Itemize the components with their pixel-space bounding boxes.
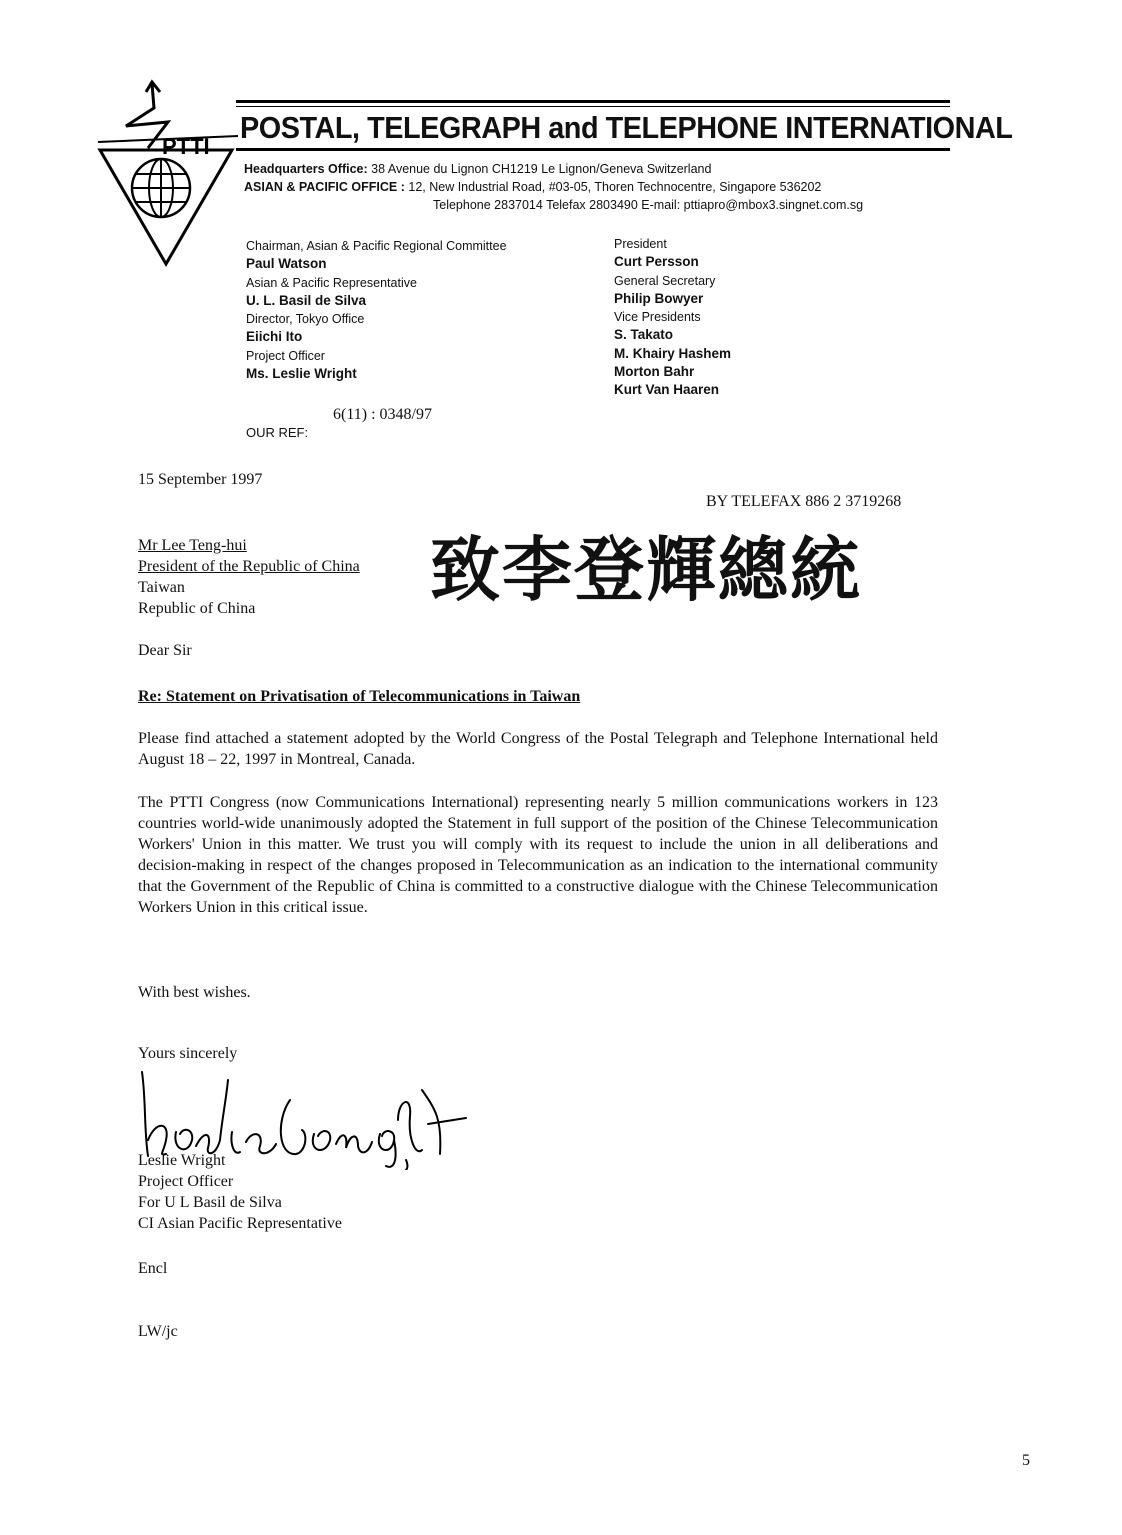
reference-initials: LW/jc xyxy=(138,1323,178,1340)
ap-label: ASIAN & PACIFIC OFFICE : xyxy=(244,180,405,194)
vice-president-name: S. Takato xyxy=(614,327,674,343)
header-rule-top xyxy=(236,100,950,103)
letter-date: 15 September 1997 xyxy=(138,471,263,488)
header-rule-top-thin xyxy=(236,106,950,107)
vice-president-name: Morton Bahr xyxy=(614,364,695,380)
contact-line: Telephone 2837014 Telefax 2803490 E-mail: pttiapro@mbox3.singnet.com.sg xyxy=(433,198,864,212)
ap-address: 12, New Industrial Road, #03-05, Thoren Technocentre, Singapore 536202 xyxy=(408,180,822,194)
reference-number: 6(11) : 0348/97 xyxy=(333,406,432,423)
signatory-name: Leslie Wright xyxy=(138,1152,226,1169)
recipient-address xyxy=(138,535,360,619)
vice-presidents-title: Vice Presidents xyxy=(614,310,701,325)
officer-name: Paul Watson xyxy=(246,256,327,272)
enclosure-note: Encl xyxy=(138,1260,168,1277)
officer-name: Eiichi Ito xyxy=(246,329,303,345)
signatory-line: CI Asian Pacific Representative xyxy=(138,1215,342,1232)
fax-line: BY TELEFAX 886 2 3719268 xyxy=(706,493,902,510)
body-paragraph: The PTTI Congress (now Communications International) representing nearly 5 million communications workers in 123 countries world-wide unanimously adopted the Statement in full support of the position of the Chinese Telecommunication Workers' Union in this matter. We trust you will comply with its request to include the union in all deliberations and decision-making in respect of the changes proposed in Telecommunication as an indication to the international community that the Government of the Republic of China is committed to a constructive dialogue with the Chinese Telecommunication Workers Union in this critical issue. xyxy=(138,794,938,916)
logo-text: PTTI xyxy=(162,134,210,159)
secretary-name: Philip Bowyer xyxy=(614,290,704,306)
vice-president-name: Kurt Van Haaren xyxy=(614,382,720,398)
president-name: Curt Persson xyxy=(614,254,699,270)
officers-right-column xyxy=(614,235,731,400)
subject-line: Re: Statement on Privatisation of Telecommunications in Taiwan xyxy=(138,688,581,705)
signatory-block xyxy=(138,1150,342,1234)
page-number: 5 xyxy=(1022,1452,1030,1469)
hq-label: Headquarters Office: xyxy=(244,162,368,176)
president-title: President xyxy=(614,237,667,251)
secretary-title: General Secretary xyxy=(614,273,716,288)
signatory-title: Project Officer xyxy=(138,1173,234,1190)
officer-name: U. L. Basil de Silva xyxy=(246,292,367,308)
officer-title: Asian & Pacific Representative xyxy=(246,275,417,290)
chinese-addressee-title: 致李登輝總統 xyxy=(430,529,862,611)
body-paragraph: Please find attached a statement adopted by the World Congress of the Postal Telegraph and Telephone International held August 18 – 22, 1997 in Montreal, Canada. xyxy=(138,730,938,768)
closing: With best wishes. xyxy=(138,984,251,1001)
recipient-name: Mr Lee Teng-hui xyxy=(138,537,247,554)
officer-title: Project Officer xyxy=(246,348,325,363)
headquarters-address-line xyxy=(244,162,711,176)
salutation: Dear Sir xyxy=(138,642,192,659)
officer-title: Chairman, Asian & Pacific Regional Committee xyxy=(246,239,507,253)
ptti-logo xyxy=(88,78,238,268)
organization-name: POSTAL, TELEGRAPH and TELEPHONE INTERNATIONAL xyxy=(240,110,1013,145)
header-rule-bottom xyxy=(236,148,950,151)
officer-name: Ms. Leslie Wright xyxy=(246,366,357,382)
vice-president-name: M. Khairy Hashem xyxy=(614,345,732,361)
asia-pacific-address-line xyxy=(244,180,821,194)
signatory-line: For U L Basil de Silva xyxy=(138,1194,282,1211)
reference-label: OUR REF: xyxy=(246,425,309,440)
recipient-line: Taiwan xyxy=(138,579,185,596)
hq-address: 38 Avenue du Lignon CH1219 Le Lignon/Geneva Switzerland xyxy=(371,162,712,176)
recipient-title: President of the Republic of China xyxy=(138,558,360,575)
recipient-line: Republic of China xyxy=(138,600,256,617)
officer-title: Director, Tokyo Office xyxy=(246,312,365,327)
complimentary-close: Yours sincerely xyxy=(138,1045,238,1062)
officers-left-column xyxy=(246,237,507,383)
